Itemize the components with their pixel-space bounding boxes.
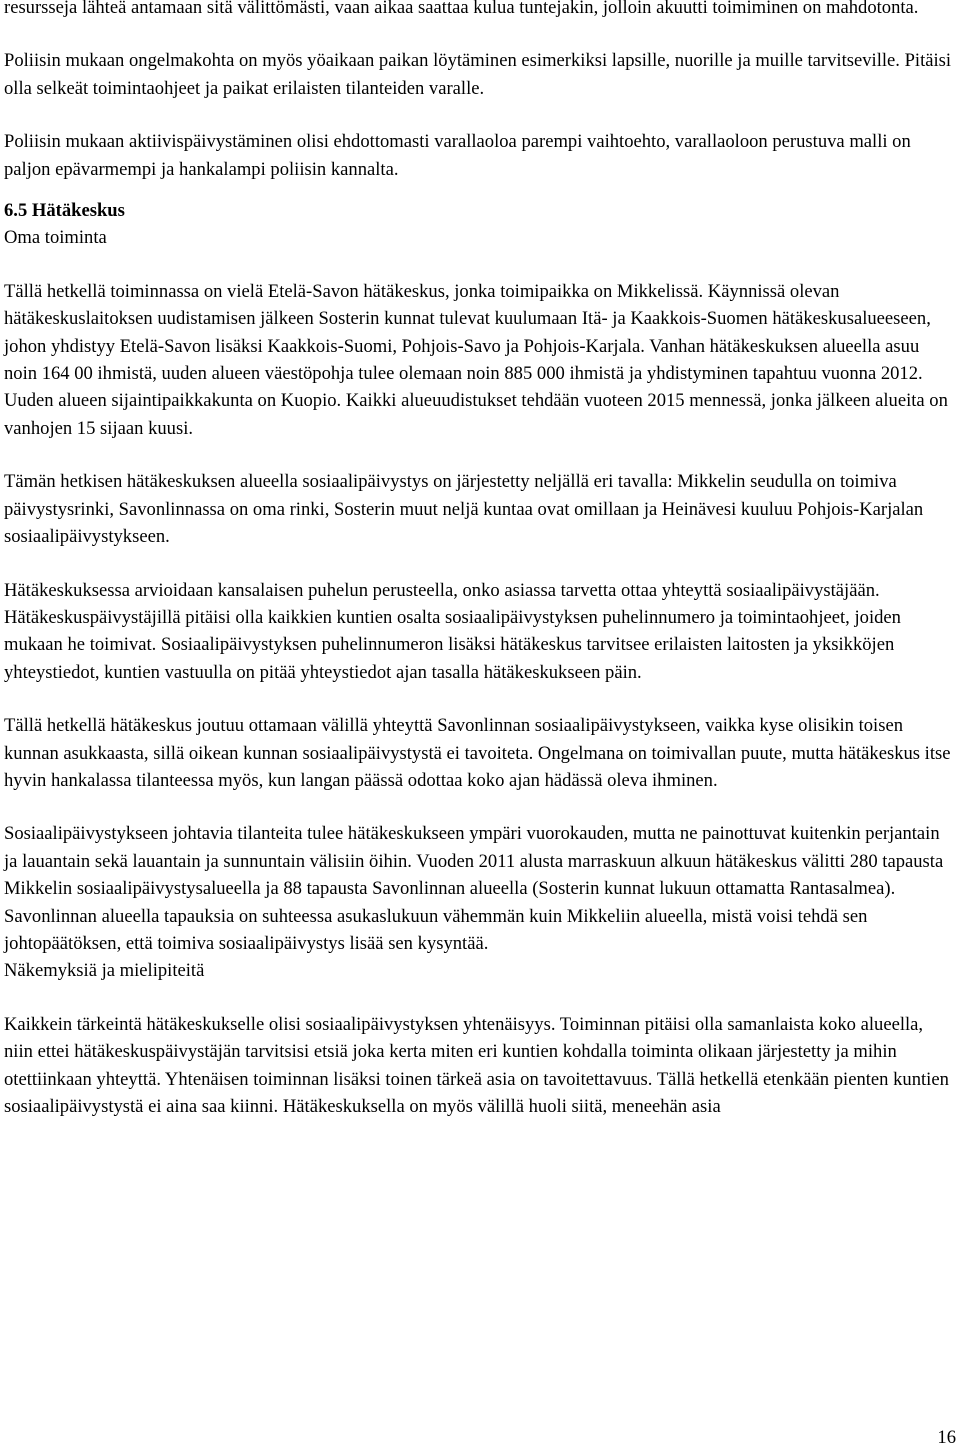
paragraph-continuation: resursseja lähteä antamaan sitä välittömästi, vaan aikaa saattaa kulua tuntejakin, jolloin akuutti toimiminen on mahdotonta. — [4, 0, 919, 18]
paragraph-current-centre: Tällä hetkellä toiminnassa on vielä Etelä-Savon hätäkeskus, jonka toimipaikka on Mikkelissä. Käynnissä olevan hätäkeskuslaitoksen uudistamisen jälkeen Sosterin kunnat tulevat kuulumaan Itä- ja Kaakkois-Suomen hätäkeskusalueeseen, johon yhdistyy Etelä-Savon lisäksi Kaakkois-Suomi, Pohjois-Savo ja Pohjois-Karjala. Vanhan hätäkeskuksen alueella asuu noin 164 00 ihmistä, uuden alueen väestöpohja tulee olemaan noin 885 000 ihmistä ja yhdistyminen tapahtuu vuonna 2012. Uuden alueen sijaintipaikkakunta on Kuopio. Kaikki alueuudistukset tehdään vuoteen 2015 mennessä, jonka jälkeen alueita on vanhojen 15 sijaan kuusi. — [4, 280, 948, 439]
paragraph-arrangements: Tämän hetkisen hätäkeskuksen alueella sosiaalipäivystys on järjestetty neljällä eri tavalla: Mikkelin seudulla on toimiva päivystysrinki, Savonlinnassa on oma rinki, Sosterin muut neljä kuntaa ovat omillaan ja Heinävesi kuuluu Pohjois-Karjalan sosiaalipäivystykseen. — [4, 471, 924, 548]
document-page — [4, 0, 956, 1120]
paragraph-police-night: Poliisin mukaan ongelmakohta on myös yöaikaan paikan löytäminen esimerkiksi lapsille, nuorille ja muille tarvitseville. Pitäisi olla selkeät toimintaohjeet ja paikat erilaisten tilanteiden varalle. — [4, 50, 952, 99]
paragraph-police-active: Poliisin mukaan aktiivispäivystäminen olisi ehdottomasti varallaoloa parempi vaihtoehto, varallaoloon perustuva malli on paljon epävarmempi ja hankalampi poliisin kannalta. — [4, 131, 911, 180]
subheading-nakemyksia: Näkemyksiä ja mielipiteitä — [4, 960, 205, 982]
paragraph-assessment: Hätäkeskuksessa arvioidaan kansalaisen puhelun perusteella, onko asiassa tarvetta ottaa yhteyttä sosiaalipäivystäjään. Hätäkeskuspäivystäjillä pitäisi olla kaikkien kuntien osalta sosiaalipäivystyksen puhelinnumero ja toimintaohjeet, joiden mukaan he toimivat. Sosiaalipäivystyksen puhelinnumeron lisäksi hätäkeskus tarvitsee erilaisten laitosten ja yksikköjen yhteystiedot, kuntien vastuulla on pitää yhteystiedot ajan tasalla hätäkeskukseen päin. — [4, 579, 901, 683]
section-heading: 6.5 Hätäkeskus — [4, 200, 125, 222]
page-number: 16 — [937, 1427, 956, 1448]
subheading-oma-toiminta: Oma toiminta — [4, 227, 107, 249]
paragraph-savonlinna: Tällä hetkellä hätäkeskus joutuu ottamaan välillä yhteyttä Savonlinnan sosiaalipäivystykseen, vaikka kyse olisikin toisen kunnan asukkaasta, sillä oikean kunnan sosiaalipäivystystä ei tavoiteta. Ongelmana on toimivallan puute, mutta hätäkeskus itse hyvin hankalassa tilanteessa myös, kun langan päässä odottaa koko ajan hädässä oleva ihminen. — [4, 715, 951, 791]
paragraph-statistics: Sosiaalipäivystykseen johtavia tilanteita tulee hätäkeskukseen ympäri vuorokauden, mutta ne painottuvat kuitenkin perjantain ja lauantain sekä lauantain ja sunnuntain välisiin öihin. Vuoden 2011 alusta marraskuun alkuun hätäkeskus välitti 280 tapausta Mikkelin sosiaalipäivystysalueella ja 88 tapausta Savonlinnan alueella (Sosterin kunnat lukuun ottamatta Rantasalmea). Savonlinnan alueella tapauksia on suhteessa asukaslukuun vähemmän kuin Mikkeliin alueella, mistä voisi tehdä sen johtopäätöksen, että toimiva sosiaalipäivystys lisää sen kysyntää. — [4, 823, 944, 954]
paragraph-uniformity: Kaikkein tärkeintä hätäkeskukselle olisi sosiaalipäivystyksen yhtenäisyys. Toiminnan pitäisi olla samanlaista koko alueella, niin ettei hätäkeskuspäivystäjän tarvitsisi etsiä joka kerta miten eri kuntien kohdalla toiminta olikaan järjestetty ja mihin otettiinkaan yhteyttä. Yhtenäisen toiminnan lisäksi toinen tärkeä asia on tavoitettavuus. Tällä hetkellä etenkään pienten kuntien sosiaalipäivystystä ei aina saa kiinni. Hätäkeskuksella on myös välillä huoli siitä, meneehän asia — [4, 1013, 949, 1117]
